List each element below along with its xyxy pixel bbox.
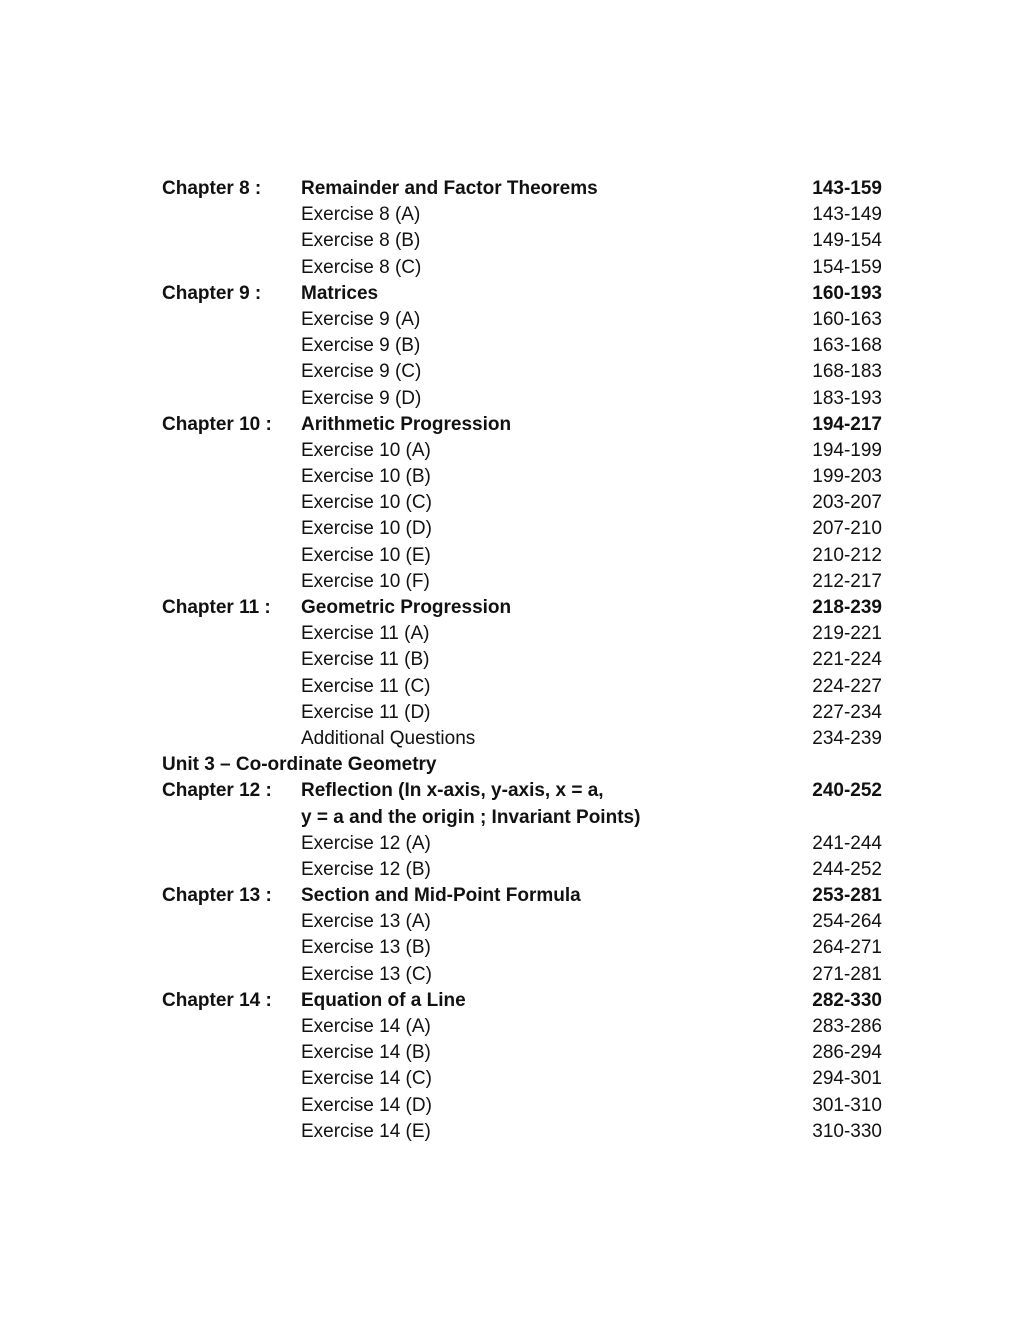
- toc-exercise-row: [0, 202, 1020, 228]
- entry-title: Additional Questions: [301, 727, 476, 749]
- page-range: 253-281: [812, 885, 882, 907]
- page-range: 194-217: [812, 413, 882, 435]
- toc-exercise-row: [0, 726, 1020, 752]
- page-range: 282-330: [812, 989, 882, 1011]
- entry-title: Exercise 13 (B): [301, 937, 431, 959]
- entry-title: Exercise 14 (C): [301, 1068, 432, 1090]
- entry-title: Matrices: [301, 282, 379, 304]
- chapter-number: Chapter 13 :: [162, 885, 272, 907]
- page-range: 219-221: [812, 623, 882, 645]
- page-range: 183-193: [812, 387, 882, 409]
- page-range: 210-212: [812, 544, 882, 566]
- toc-exercise-row: [0, 255, 1020, 281]
- entry-title: Reflection (In x-axis, y-axis, x = a,: [301, 780, 604, 802]
- toc-exercise-row: [0, 1066, 1020, 1092]
- toc-exercise-row: [0, 464, 1020, 490]
- page-range: 240-252: [812, 780, 882, 802]
- entry-title: y = a and the origin ; Invariant Points): [301, 806, 641, 828]
- chapter-number: Chapter 11 :: [162, 597, 271, 618]
- page-range: 163-168: [812, 335, 882, 357]
- entry-title: Exercise 10 (D): [301, 518, 432, 540]
- page-range: 254-264: [812, 911, 882, 933]
- entry-title: Exercise 8 (C): [301, 256, 422, 278]
- toc-exercise-row: [0, 1014, 1020, 1040]
- chapter-number: Chapter 10 :: [162, 413, 272, 435]
- entry-title: Exercise 10 (F): [301, 570, 430, 592]
- toc-exercise-row: [0, 1040, 1020, 1066]
- toc-exercise-row: [0, 516, 1020, 542]
- toc-chapter-row: [0, 805, 1020, 831]
- toc-exercise-row: [0, 1119, 1020, 1145]
- entry-title: Exercise 10 (B): [301, 466, 431, 488]
- page-range: 301-310: [812, 1094, 882, 1116]
- unit-heading-row: [0, 752, 1020, 778]
- page-range: 168-183: [812, 361, 882, 383]
- page-range: 160-193: [812, 282, 882, 304]
- toc-chapter-row: [0, 988, 1020, 1014]
- page-range: 154-159: [812, 256, 882, 278]
- toc-chapter-row: [0, 176, 1020, 202]
- entry-title: Exercise 8 (B): [301, 230, 421, 252]
- entry-title: Exercise 9 (D): [301, 387, 422, 409]
- entry-title: Exercise 14 (A): [301, 1016, 431, 1037]
- toc-exercise-row: [0, 1093, 1020, 1119]
- page-range: 286-294: [812, 1042, 882, 1064]
- page-range: 212-217: [812, 570, 882, 592]
- entry-title: Exercise 14 (B): [301, 1042, 431, 1064]
- toc-chapter-row: [0, 281, 1020, 307]
- entry-title: Geometric Progression: [301, 597, 512, 618]
- toc-exercise-row: [0, 700, 1020, 726]
- entry-title: Exercise 12 (A): [301, 832, 431, 854]
- toc-exercise-row: [0, 831, 1020, 857]
- page-range: 143-149: [812, 204, 882, 226]
- page-range: 310-330: [812, 1120, 882, 1142]
- toc-exercise-row: [0, 935, 1020, 961]
- toc-chapter-row: [0, 412, 1020, 438]
- page-range: 227-234: [812, 701, 882, 723]
- entry-title: Exercise 11 (D): [301, 701, 431, 723]
- entry-title: Exercise 13 (A): [301, 911, 431, 933]
- page-range: 271-281: [812, 963, 882, 985]
- entry-title: Exercise 12 (B): [301, 858, 431, 880]
- page-range: 207-210: [812, 518, 882, 540]
- page-range: 294-301: [812, 1068, 882, 1090]
- page-range: 194-199: [812, 439, 882, 461]
- toc-exercise-row: [0, 228, 1020, 254]
- page-range: 149-154: [812, 230, 882, 252]
- toc-exercise-row: [0, 909, 1020, 935]
- entry-title: Exercise 14 (D): [301, 1094, 432, 1116]
- unit-title: Unit 3 – Co-ordinate Geometry: [162, 754, 437, 776]
- page-range: 221-224: [812, 649, 882, 671]
- toc-exercise-row: [0, 490, 1020, 516]
- toc-exercise-row: [0, 621, 1020, 647]
- toc-exercise-row: [0, 438, 1020, 464]
- toc-chapter-row: [0, 778, 1020, 804]
- page-range: 234-239: [812, 727, 882, 749]
- toc-exercise-row: [0, 359, 1020, 385]
- entry-title: Exercise 14 (E): [301, 1120, 431, 1142]
- table-of-contents: [0, 176, 1020, 1145]
- chapter-number: Chapter 8 :: [162, 178, 262, 199]
- toc-exercise-row: [0, 543, 1020, 569]
- chapter-number: Chapter 12 :: [162, 780, 272, 802]
- toc-exercise-row: [0, 674, 1020, 700]
- entry-title: Exercise 9 (B): [301, 335, 421, 357]
- toc-exercise-row: [0, 333, 1020, 359]
- entry-title: Exercise 10 (E): [301, 544, 431, 566]
- page-range: 241-244: [812, 832, 882, 854]
- page-range: 244-252: [812, 858, 882, 880]
- toc-exercise-row: [0, 569, 1020, 595]
- entry-title: Exercise 9 (A): [301, 308, 421, 330]
- toc-chapter-row: [0, 883, 1020, 909]
- chapter-number: Chapter 9 :: [162, 282, 262, 304]
- entry-title: Exercise 11 (A): [301, 623, 430, 645]
- entry-title: Exercise 9 (C): [301, 361, 422, 383]
- toc-exercise-row: [0, 857, 1020, 883]
- toc-exercise-row: [0, 647, 1020, 673]
- page-range: 264-271: [812, 937, 882, 959]
- entry-title: Arithmetic Progression: [301, 413, 512, 435]
- entry-title: Exercise 10 (C): [301, 492, 432, 514]
- page-range: 283-286: [812, 1016, 882, 1037]
- entry-title: Remainder and Factor Theorems: [301, 178, 598, 199]
- toc-exercise-row: [0, 386, 1020, 412]
- page-range: 203-207: [812, 492, 882, 514]
- page-range: 224-227: [812, 675, 882, 697]
- entry-title: Section and Mid-Point Formula: [301, 885, 581, 907]
- toc-exercise-row: [0, 307, 1020, 333]
- toc-exercise-row: [0, 962, 1020, 988]
- entry-title: Exercise 8 (A): [301, 204, 421, 226]
- chapter-number: Chapter 14 :: [162, 989, 272, 1011]
- entry-title: Exercise 10 (A): [301, 439, 431, 461]
- entry-title: Exercise 11 (C): [301, 675, 431, 697]
- page-range: 160-163: [812, 308, 882, 330]
- page-range: 218-239: [812, 597, 882, 618]
- page-range: 143-159: [812, 178, 882, 199]
- entry-title: Exercise 13 (C): [301, 963, 432, 985]
- entry-title: Equation of a Line: [301, 989, 466, 1011]
- entry-title: Exercise 11 (B): [301, 649, 430, 671]
- toc-chapter-row: [0, 595, 1020, 621]
- page-range: 199-203: [812, 466, 882, 488]
